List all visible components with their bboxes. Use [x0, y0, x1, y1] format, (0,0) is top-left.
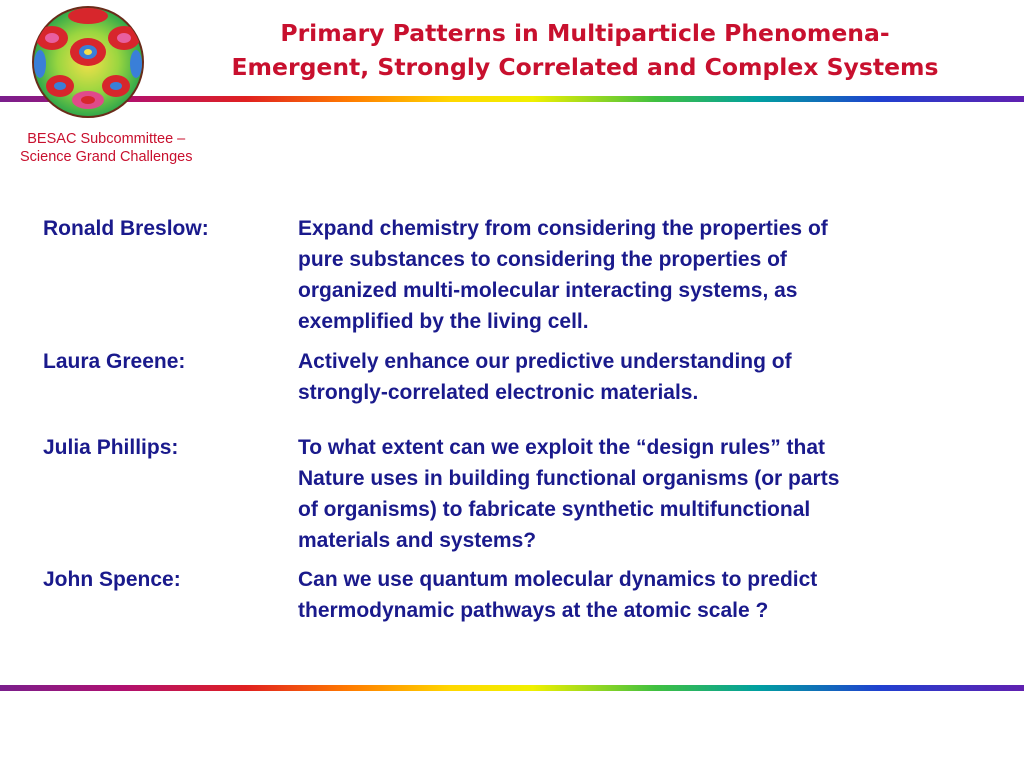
footer-divider — [0, 685, 1024, 691]
colorful-sphere-logo-icon — [30, 4, 146, 120]
page-title — [150, 16, 1020, 84]
subcommittee-line-2: Science Grand Challenges — [20, 149, 193, 165]
entry-line: materials and systems? — [298, 529, 537, 552]
entry-name: Laura Greene: — [43, 350, 186, 373]
entry-line: exemplified by the living cell. — [298, 310, 589, 333]
entry-line: Can we use quantum molecular dynamics to predict — [298, 568, 818, 591]
entry-line: Actively enhance our predictive understanding of — [298, 350, 792, 373]
title-line-1: Primary Patterns in Multiparticle Phenomena- — [280, 19, 890, 47]
entry-name: Ronald Breslow: — [43, 217, 209, 240]
entry-line: of organisms) to fabricate synthetic multifunctional — [298, 498, 811, 521]
entry-description — [298, 346, 988, 408]
entry-line: Expand chemistry from considering the properties of — [298, 217, 828, 240]
subcommittee-label — [20, 130, 193, 166]
entry-name: Julia Phillips: — [43, 436, 179, 459]
entry-description — [298, 213, 988, 337]
entry-line: To what extent can we exploit the “design rules” that — [298, 436, 826, 459]
entry-line: pure substances to considering the properties of — [298, 248, 787, 271]
entry-line: organized multi-molecular interacting systems, as — [298, 279, 798, 302]
title-line-2: Emergent, Strongly Correlated and Complex Systems — [231, 53, 939, 81]
entry-description — [298, 564, 988, 626]
entry-line: Nature uses in building functional organisms (or parts — [298, 467, 840, 490]
entry-description — [298, 432, 988, 556]
entry-line: thermodynamic pathways at the atomic scale ? — [298, 599, 769, 622]
header-divider — [0, 96, 1024, 102]
subcommittee-line-1: BESAC Subcommittee – — [27, 131, 186, 147]
entry-line: strongly-correlated electronic materials. — [298, 381, 699, 404]
entry-name: John Spence: — [43, 568, 181, 591]
